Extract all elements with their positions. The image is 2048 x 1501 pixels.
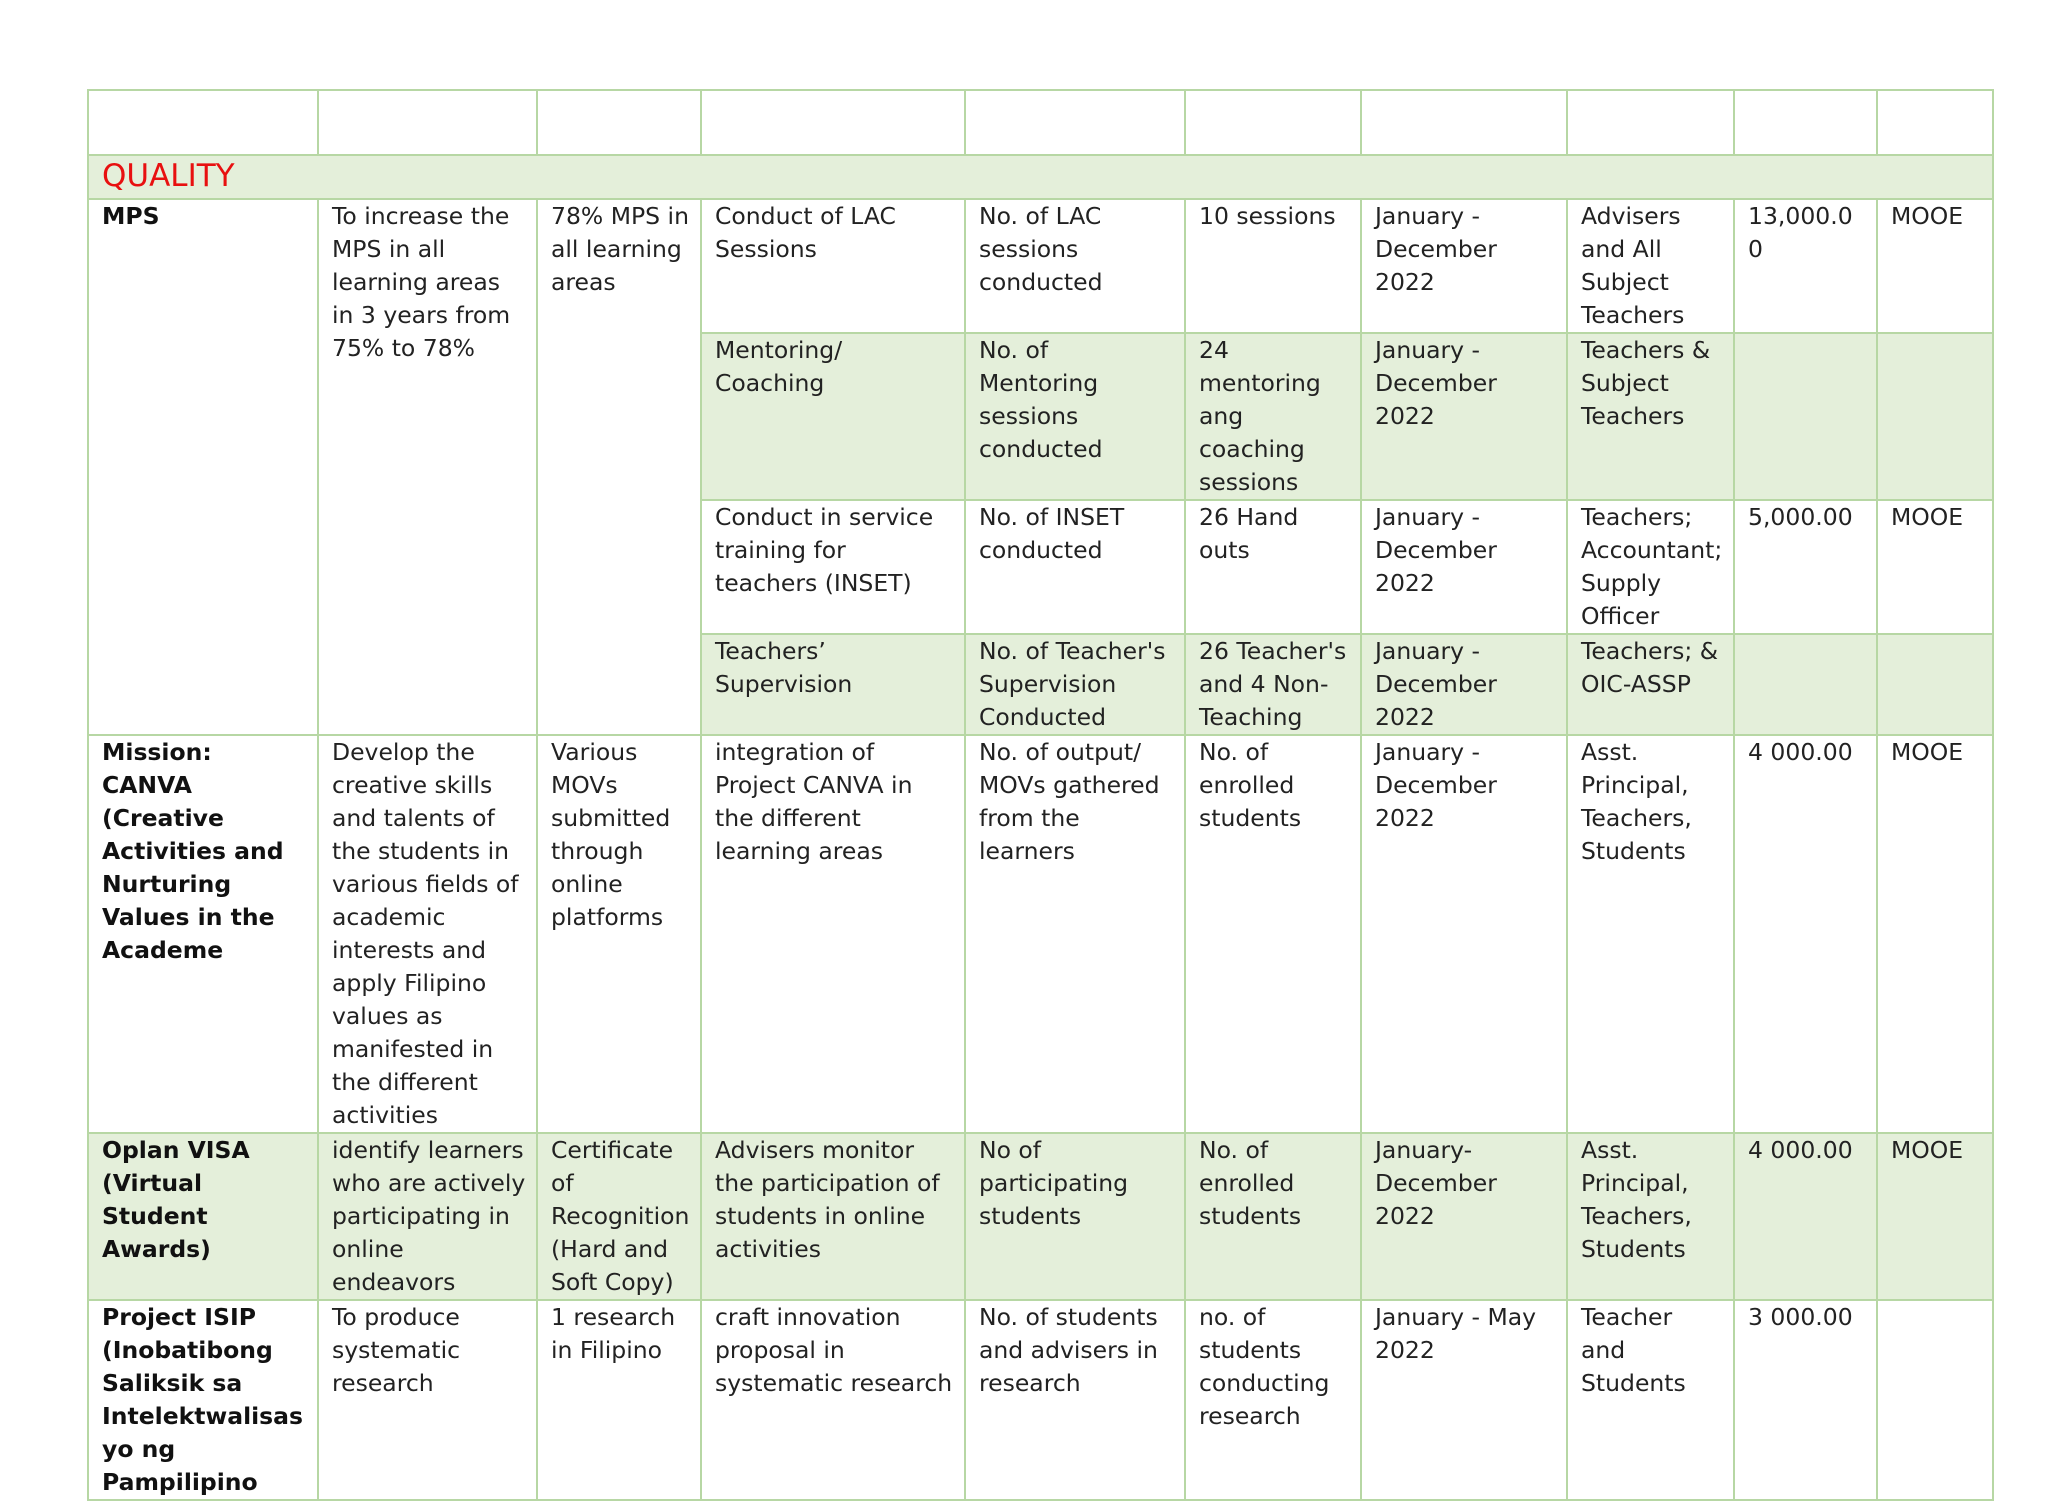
output-cell: 26 Hand outs	[1185, 500, 1361, 634]
persons-cell: Teachers; Accountant; Supply Officer	[1567, 500, 1734, 634]
activity-cell: Mentoring/ Coaching	[701, 333, 965, 500]
activity-cell: craft innovation proposal in systematic research	[701, 1300, 965, 1500]
source-cell: MOOE	[1877, 735, 1993, 1133]
source-cell: MOOE	[1877, 1133, 1993, 1300]
target-cell: 1 research in Filipino	[537, 1300, 701, 1500]
header-cell	[701, 90, 965, 155]
header-cell	[965, 90, 1185, 155]
budget-cell	[1734, 634, 1877, 735]
budget-cell	[1734, 333, 1877, 500]
program-name: MPS	[88, 199, 318, 735]
objective-cell: To increase the MPS in all learning areas in 3 years from 75% to 78%	[318, 199, 537, 735]
indicator-cell: No. of Mentoring sessions conducted	[965, 333, 1185, 500]
header-cell	[1361, 90, 1567, 155]
objective-cell: To produce systematic research	[318, 1300, 537, 1500]
target-cell: 78% MPS in all learning areas	[537, 199, 701, 735]
persons-cell: Teachers; & OIC-ASSP	[1567, 634, 1734, 735]
activity-cell: Advisers monitor the participation of students in online activities	[701, 1133, 965, 1300]
output-cell: no. of students conducting research	[1185, 1300, 1361, 1500]
table-row	[88, 1300, 1993, 1500]
activity-cell: integration of Project CANVA in the different learning areas	[701, 735, 965, 1133]
header-cell	[1185, 90, 1361, 155]
source-cell: MOOE	[1877, 500, 1993, 634]
program-name: Project ISIP (Inobatibong Saliksik sa Intelektwalisasyo ng Pampilipino	[88, 1300, 318, 1500]
header-cell	[88, 90, 318, 155]
budget-cell: 5,000.00	[1734, 500, 1877, 634]
header-cell	[1567, 90, 1734, 155]
table-row	[88, 1133, 1993, 1300]
indicator-cell: No. of students and advisers in research	[965, 1300, 1185, 1500]
indicator-cell: No. of LAC sessions conducted	[965, 199, 1185, 333]
output-cell: 24 mentoring ang coaching sessions	[1185, 333, 1361, 500]
output-cell: No. of enrolled students	[1185, 1133, 1361, 1300]
source-cell: MOOE	[1877, 199, 1993, 333]
indicator-cell: No. of INSET conducted	[965, 500, 1185, 634]
header-row-blank	[88, 90, 1993, 155]
budget-cell: 4 000.00	[1734, 735, 1877, 1133]
source-cell	[1877, 1300, 1993, 1500]
header-cell	[1734, 90, 1877, 155]
budget-cell: 4 000.00	[1734, 1133, 1877, 1300]
output-cell: 26 Teacher's and 4 Non-Teaching	[1185, 634, 1361, 735]
persons-cell: Teacher and Students	[1567, 1300, 1734, 1500]
header-cell	[1877, 90, 1993, 155]
activity-cell: Teachers’ Supervision	[701, 634, 965, 735]
budget-cell: 13,000.00	[1734, 199, 1877, 333]
program-name: Oplan VISA (Virtual Student Awards)	[88, 1133, 318, 1300]
activity-cell: Conduct of LAC Sessions	[701, 199, 965, 333]
section-row	[88, 155, 1993, 199]
persons-cell: Advisers and All Subject Teachers	[1567, 199, 1734, 333]
objective-cell: identify learners who are actively participating in online endeavors	[318, 1133, 537, 1300]
persons-cell: Asst. Principal, Teachers, Students	[1567, 735, 1734, 1133]
source-cell	[1877, 333, 1993, 500]
timeline-cell: January - December 2022	[1361, 735, 1567, 1133]
activity-cell: Conduct in service training for teachers (INSET)	[701, 500, 965, 634]
program-name: Mission: CANVA (Creative Activities and Nurturing Values in the Academe	[88, 735, 318, 1133]
target-cell: Certificate of Recognition (Hard and Soft Copy)	[537, 1133, 701, 1300]
output-cell: No. of enrolled students	[1185, 735, 1361, 1133]
indicator-cell: No. of Teacher's Supervision Conducted	[965, 634, 1185, 735]
indicator-cell: No. of output/ MOVs gathered from the learners	[965, 735, 1185, 1133]
timeline-cell: January - December 2022	[1361, 500, 1567, 634]
persons-cell: Asst. Principal, Teachers, Students	[1567, 1133, 1734, 1300]
section-title: QUALITY	[88, 155, 1993, 199]
timeline-cell: January - December 2022	[1361, 199, 1567, 333]
timeline-cell: January - December 2022	[1361, 333, 1567, 500]
output-cell: 10 sessions	[1185, 199, 1361, 333]
indicator-cell: No of participating students	[965, 1133, 1185, 1300]
plan-table	[87, 89, 1994, 1501]
header-cell	[318, 90, 537, 155]
table-row	[88, 735, 1993, 1133]
header-cell	[537, 90, 701, 155]
timeline-cell: January - May 2022	[1361, 1300, 1567, 1500]
timeline-cell: January- December 2022	[1361, 1133, 1567, 1300]
timeline-cell: January - December 2022	[1361, 634, 1567, 735]
budget-cell: 3 000.00	[1734, 1300, 1877, 1500]
objective-cell: Develop the creative skills and talents of the students in various fields of academic interests and apply Filipino values as manifested in the different activities	[318, 735, 537, 1133]
table-row	[88, 199, 1993, 333]
target-cell: Various MOVs submitted through online platforms	[537, 735, 701, 1133]
persons-cell: Teachers & Subject Teachers	[1567, 333, 1734, 500]
source-cell	[1877, 634, 1993, 735]
